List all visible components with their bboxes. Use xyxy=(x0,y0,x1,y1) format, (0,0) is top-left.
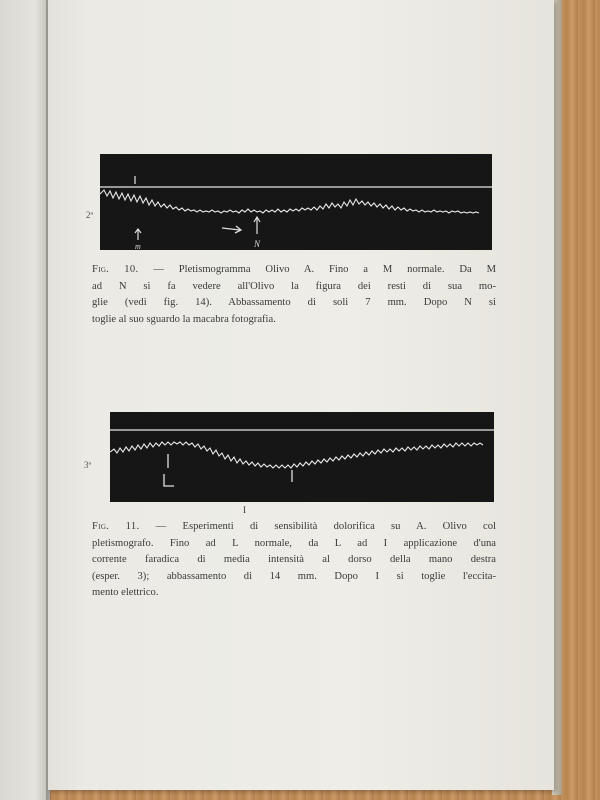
figure-10-trace xyxy=(100,154,492,250)
figure-10-plethysmogram-plate xyxy=(100,154,492,250)
figure-11-label: Fig. 11. xyxy=(92,521,140,532)
marker-m-label: m xyxy=(135,242,141,250)
caption-line: mento elettrico. xyxy=(92,587,159,599)
figure-10-plate-mark: 2ª xyxy=(86,210,93,220)
caption-line: (esper. 3); abbassamento di 14 mm. Dopo I si toglie l'eccita- xyxy=(92,570,496,582)
marker-l xyxy=(164,454,174,486)
figure-11-pulse-wave xyxy=(110,442,483,468)
figure-11-plethysmogram-plate xyxy=(110,412,494,502)
figure-10-label: Fig. 10. xyxy=(92,264,139,275)
horizontal-arrow xyxy=(222,226,241,233)
caption-line: toglie al suo sguardo la macabra fotografia. xyxy=(92,313,276,325)
figure-11-caption xyxy=(92,519,496,602)
marker-m-arrow xyxy=(135,229,141,240)
caption-line: glie (vedi fig. 14). Abbassamento di soli 7 mm. Dopo N si xyxy=(92,297,496,309)
caption-line: corrente faradica di media intensità al dorso della mano destra xyxy=(92,554,496,566)
figure-10-caption xyxy=(92,262,496,328)
left-page-edge xyxy=(0,0,50,800)
figure-10-pulse-wave xyxy=(100,190,479,213)
marker-n-label: N xyxy=(254,239,261,249)
marker-n-arrow xyxy=(254,217,260,234)
figure-11-below-mark: I xyxy=(243,505,246,515)
caption-line: ad N si fa vedere all'Olivo la figura dei resti di sua mo- xyxy=(92,280,496,292)
caption-line: Fig. 11. — Esperimenti di sensibilità dolorifica su A. Olivo col xyxy=(92,521,496,532)
caption-line: pletismografo. Fino ad L normale, da L ad I applicazione d'una xyxy=(92,537,496,549)
book-page xyxy=(48,0,554,790)
figure-11-plate-mark: 3ª xyxy=(84,460,91,470)
figure-11-trace xyxy=(110,412,494,502)
caption-line: Fig. 10. — Pletismogramma Olivo A. Fino a M normale. Da M xyxy=(92,264,497,275)
